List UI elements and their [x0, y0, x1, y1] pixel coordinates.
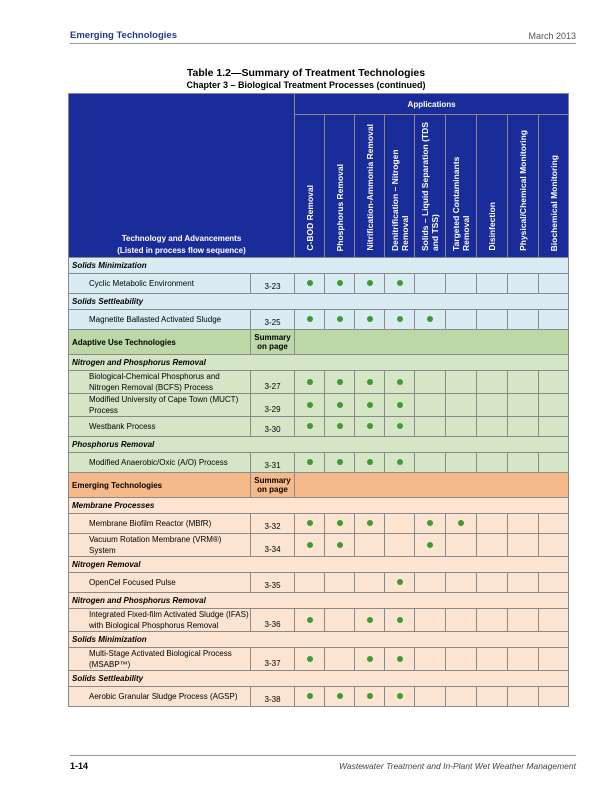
application-column-header [355, 115, 385, 258]
application-cell [415, 573, 446, 593]
applies-dot-icon [367, 617, 373, 623]
application-cell [477, 310, 508, 330]
summary-page: 3-25 [251, 310, 295, 330]
section-heading-row [69, 355, 569, 371]
application-cell [385, 514, 415, 534]
applies-dot-icon [397, 693, 403, 699]
application-cell [385, 310, 415, 330]
application-cell [295, 514, 325, 534]
table-row [69, 534, 569, 557]
category-label: Emerging Technologies [69, 473, 251, 498]
application-column-label: Physical/Chemical Monitoring [518, 130, 529, 251]
section-heading: Membrane Processes [69, 498, 569, 514]
applies-dot-icon [337, 379, 343, 385]
technology-name: Modified Anaerobic/Oxic (A/O) Process [69, 453, 251, 473]
application-cell [446, 648, 477, 671]
application-cell [355, 514, 385, 534]
application-cell [325, 274, 355, 294]
section-heading-row [69, 294, 569, 310]
category-row-fill [295, 330, 569, 355]
applies-dot-icon [367, 693, 373, 699]
application-column-label: Solids – Liquid Separation (TDS and TSS) [420, 122, 441, 251]
treatment-technologies-table [68, 93, 569, 707]
application-cell [385, 371, 415, 394]
table-row [69, 687, 569, 707]
category-label: Adaptive Use Technologies [69, 330, 251, 355]
application-cell [385, 573, 415, 593]
applies-dot-icon [397, 656, 403, 662]
summary-page: 3-30 [251, 417, 295, 437]
application-column-header [446, 115, 477, 258]
applies-dot-icon [397, 423, 403, 429]
application-cell [325, 394, 355, 417]
document-header-title: Emerging Technologies [70, 30, 177, 41]
application-cell [508, 609, 539, 632]
table-row [69, 514, 569, 534]
application-cell [539, 371, 569, 394]
application-cell [508, 274, 539, 294]
summary-page: 3-35 [251, 573, 295, 593]
application-cell [355, 453, 385, 473]
summary-page: 3-37 [251, 648, 295, 671]
section-heading: Nitrogen and Phosphorus Removal [69, 355, 569, 371]
applies-dot-icon [337, 280, 343, 286]
application-cell [477, 687, 508, 707]
application-cell [385, 609, 415, 632]
application-column-header [477, 115, 508, 258]
application-cell [539, 310, 569, 330]
applies-dot-icon [397, 579, 403, 585]
application-cell [477, 648, 508, 671]
table-row [69, 573, 569, 593]
application-cell [446, 687, 477, 707]
technology-name: Integrated Fixed-film Activated Sludge (IFAS) with Biological Phosphorus Removal [69, 609, 251, 632]
section-heading: Phosphorus Removal [69, 437, 569, 453]
applies-dot-icon [337, 693, 343, 699]
technology-name: Modified University of Cape Town (MUCT) Process [69, 394, 251, 417]
application-cell [355, 417, 385, 437]
applies-dot-icon [397, 402, 403, 408]
category-row [69, 473, 569, 498]
applies-dot-icon [337, 459, 343, 465]
application-cell [355, 573, 385, 593]
application-cell [508, 534, 539, 557]
application-cell [385, 453, 415, 473]
summary-label-line1: Summary [254, 333, 291, 342]
application-cell [446, 310, 477, 330]
application-cell [477, 274, 508, 294]
section-heading: Nitrogen Removal [69, 557, 569, 573]
table-row [69, 648, 569, 671]
section-heading-row [69, 632, 569, 648]
table-row [69, 394, 569, 417]
application-cell [446, 534, 477, 557]
application-cell [508, 687, 539, 707]
applies-dot-icon [307, 617, 313, 623]
technology-header-line1: Technology and Advancements [121, 234, 242, 243]
application-cell [539, 274, 569, 294]
technology-column-header [69, 94, 295, 258]
application-cell [325, 609, 355, 632]
technology-name: Membrane Biofilm Reactor (MBfR) [69, 514, 251, 534]
table-row [69, 310, 569, 330]
table-row [69, 417, 569, 437]
application-column-label: Biochemical Monitoring [548, 154, 559, 251]
application-cell [539, 534, 569, 557]
section-heading: Solids Settleability [69, 671, 569, 687]
technology-name: Aerobic Granular Sludge Process (AGSP) [69, 687, 251, 707]
section-heading-row [69, 671, 569, 687]
summary-page: 3-29 [251, 394, 295, 417]
application-cell [539, 609, 569, 632]
section-heading-row [69, 498, 569, 514]
application-cell [446, 417, 477, 437]
application-cell [385, 687, 415, 707]
application-cell [415, 371, 446, 394]
application-cell [415, 310, 446, 330]
application-cell [385, 274, 415, 294]
application-column-header [325, 115, 355, 258]
summary-page: 3-38 [251, 687, 295, 707]
application-cell [295, 310, 325, 330]
application-cell [295, 453, 325, 473]
application-cell [508, 573, 539, 593]
applications-header: Applications [295, 94, 569, 115]
applies-dot-icon [307, 280, 313, 286]
applies-dot-icon [337, 316, 343, 322]
application-cell [446, 514, 477, 534]
technology-name: Biological-Chemical Phosphorus and Nitrogen Removal (BCFS) Process [69, 371, 251, 394]
application-cell [295, 687, 325, 707]
application-cell [385, 534, 415, 557]
applies-dot-icon [307, 459, 313, 465]
application-cell [415, 687, 446, 707]
application-cell [325, 648, 355, 671]
application-cell [508, 514, 539, 534]
applies-dot-icon [367, 379, 373, 385]
technology-name: Vacuum Rotation Membrane (VRM®) System [69, 534, 251, 557]
application-cell [325, 573, 355, 593]
application-column-label: Disinfection [487, 202, 498, 251]
application-cell [477, 394, 508, 417]
applies-dot-icon [397, 379, 403, 385]
application-cell [295, 371, 325, 394]
section-heading: Solids Minimization [69, 632, 569, 648]
application-cell [539, 648, 569, 671]
section-heading-row [69, 593, 569, 609]
application-cell [477, 371, 508, 394]
applies-dot-icon [337, 520, 343, 526]
applies-dot-icon [367, 423, 373, 429]
application-cell [415, 394, 446, 417]
application-cell [508, 371, 539, 394]
application-cell [385, 394, 415, 417]
footer-divider [70, 755, 576, 756]
application-cell [355, 310, 385, 330]
technology-header-line2: (Listed in process flow sequence) [117, 246, 246, 255]
summary-page: 3-27 [251, 371, 295, 394]
summary-page: 3-36 [251, 609, 295, 632]
applies-dot-icon [427, 542, 433, 548]
summary-label-line1: Summary [254, 476, 291, 485]
application-cell [539, 394, 569, 417]
application-cell [477, 573, 508, 593]
technology-name: Cyclic Metabolic Environment [69, 274, 251, 294]
technology-name: Westbank Process [69, 417, 251, 437]
application-cell [508, 453, 539, 473]
application-cell [295, 417, 325, 437]
application-cell [325, 453, 355, 473]
application-cell [295, 394, 325, 417]
application-cell [295, 534, 325, 557]
section-heading: Solids Settleability [69, 294, 569, 310]
application-cell [325, 417, 355, 437]
footer-document-title: Wastewater Treatment and In-Plant Wet Weather Management [338, 761, 576, 771]
application-column-label: Phosphorus Removal [334, 163, 345, 251]
applies-dot-icon [307, 542, 313, 548]
summary-page: 3-34 [251, 534, 295, 557]
application-cell [295, 274, 325, 294]
applies-dot-icon [337, 423, 343, 429]
application-cell [385, 417, 415, 437]
application-cell [446, 274, 477, 294]
application-cell [446, 573, 477, 593]
application-cell [295, 648, 325, 671]
technology-name: OpenCel Focused Pulse [69, 573, 251, 593]
applies-dot-icon [307, 520, 313, 526]
section-heading-row [69, 258, 569, 274]
applies-dot-icon [397, 316, 403, 322]
applies-dot-icon [367, 520, 373, 526]
summary-page: 3-23 [251, 274, 295, 294]
application-column-header [539, 115, 569, 258]
applies-dot-icon [427, 316, 433, 322]
application-cell [355, 534, 385, 557]
application-cell [415, 453, 446, 473]
summary-label-line2: on page [257, 485, 288, 494]
applies-dot-icon [337, 542, 343, 548]
application-cell [325, 310, 355, 330]
applies-dot-icon [307, 316, 313, 322]
section-heading-row [69, 557, 569, 573]
application-cell [539, 453, 569, 473]
summary-page: 3-32 [251, 514, 295, 534]
header-divider [70, 43, 576, 44]
application-cell [385, 648, 415, 671]
application-cell [508, 648, 539, 671]
table-subtitle: Chapter 3 – Biological Treatment Processes (continued) [186, 80, 426, 90]
section-heading-row [69, 437, 569, 453]
page-number: 1-14 [70, 761, 89, 771]
table-row [69, 609, 569, 632]
application-cell [415, 417, 446, 437]
summary-on-page-label [251, 473, 295, 498]
application-cell [355, 609, 385, 632]
applies-dot-icon [397, 617, 403, 623]
application-cell [415, 609, 446, 632]
application-cell [325, 514, 355, 534]
applies-dot-icon [307, 693, 313, 699]
summary-page: 3-31 [251, 453, 295, 473]
application-column-header [415, 115, 446, 258]
application-cell [355, 648, 385, 671]
application-cell [446, 394, 477, 417]
section-heading: Nitrogen and Phosphorus Removal [69, 593, 569, 609]
application-cell [415, 514, 446, 534]
table-title: Table 1.2—Summary of Treatment Technologies [186, 67, 426, 79]
section-heading: Solids Minimization [69, 258, 569, 274]
application-cell [295, 609, 325, 632]
application-cell [508, 417, 539, 437]
applies-dot-icon [307, 656, 313, 662]
table-row [69, 371, 569, 394]
application-cell [446, 371, 477, 394]
application-column-header [385, 115, 415, 258]
application-cell [446, 453, 477, 473]
applies-dot-icon [337, 402, 343, 408]
applies-dot-icon [458, 520, 464, 526]
category-row-fill [295, 473, 569, 498]
table-row [69, 274, 569, 294]
application-cell [477, 417, 508, 437]
application-column-header [508, 115, 539, 258]
application-cell [477, 453, 508, 473]
application-cell [415, 534, 446, 557]
application-cell [508, 394, 539, 417]
application-cell [355, 274, 385, 294]
applies-dot-icon [367, 280, 373, 286]
application-column-label: C-BOD Removal [304, 185, 315, 251]
application-cell [415, 648, 446, 671]
application-cell [539, 417, 569, 437]
application-cell [539, 573, 569, 593]
application-cell [325, 371, 355, 394]
applies-dot-icon [307, 423, 313, 429]
applies-dot-icon [367, 459, 373, 465]
application-cell [508, 310, 539, 330]
summary-label-line2: on page [257, 342, 288, 351]
technology-name: Magnetite Ballasted Activated Sludge [69, 310, 251, 330]
application-cell [477, 609, 508, 632]
application-cell [325, 534, 355, 557]
category-row [69, 330, 569, 355]
application-cell [325, 687, 355, 707]
applies-dot-icon [307, 402, 313, 408]
applies-dot-icon [367, 656, 373, 662]
applies-dot-icon [367, 402, 373, 408]
application-cell [415, 274, 446, 294]
document-header-date: March 2013 [528, 31, 576, 41]
application-cell [539, 687, 569, 707]
applies-dot-icon [307, 379, 313, 385]
application-column-header [295, 115, 325, 258]
applies-dot-icon [427, 520, 433, 526]
applies-dot-icon [397, 280, 403, 286]
application-cell [355, 687, 385, 707]
application-cell [295, 573, 325, 593]
application-column-label: Targeted Contaminants Removal [451, 156, 472, 251]
applies-dot-icon [367, 316, 373, 322]
applies-dot-icon [397, 459, 403, 465]
application-cell [539, 514, 569, 534]
application-cell [477, 534, 508, 557]
application-cell [446, 609, 477, 632]
application-column-label: Nitrification-Ammonia Removal [364, 124, 375, 251]
application-cell [355, 371, 385, 394]
application-cell [477, 514, 508, 534]
application-column-label: Denitrification – Nitrogen Removal [389, 149, 410, 251]
summary-on-page-label [251, 330, 295, 355]
table-row [69, 453, 569, 473]
technology-name: Multi-Stage Activated Biological Process (MSABP™) [69, 648, 251, 671]
application-cell [355, 394, 385, 417]
